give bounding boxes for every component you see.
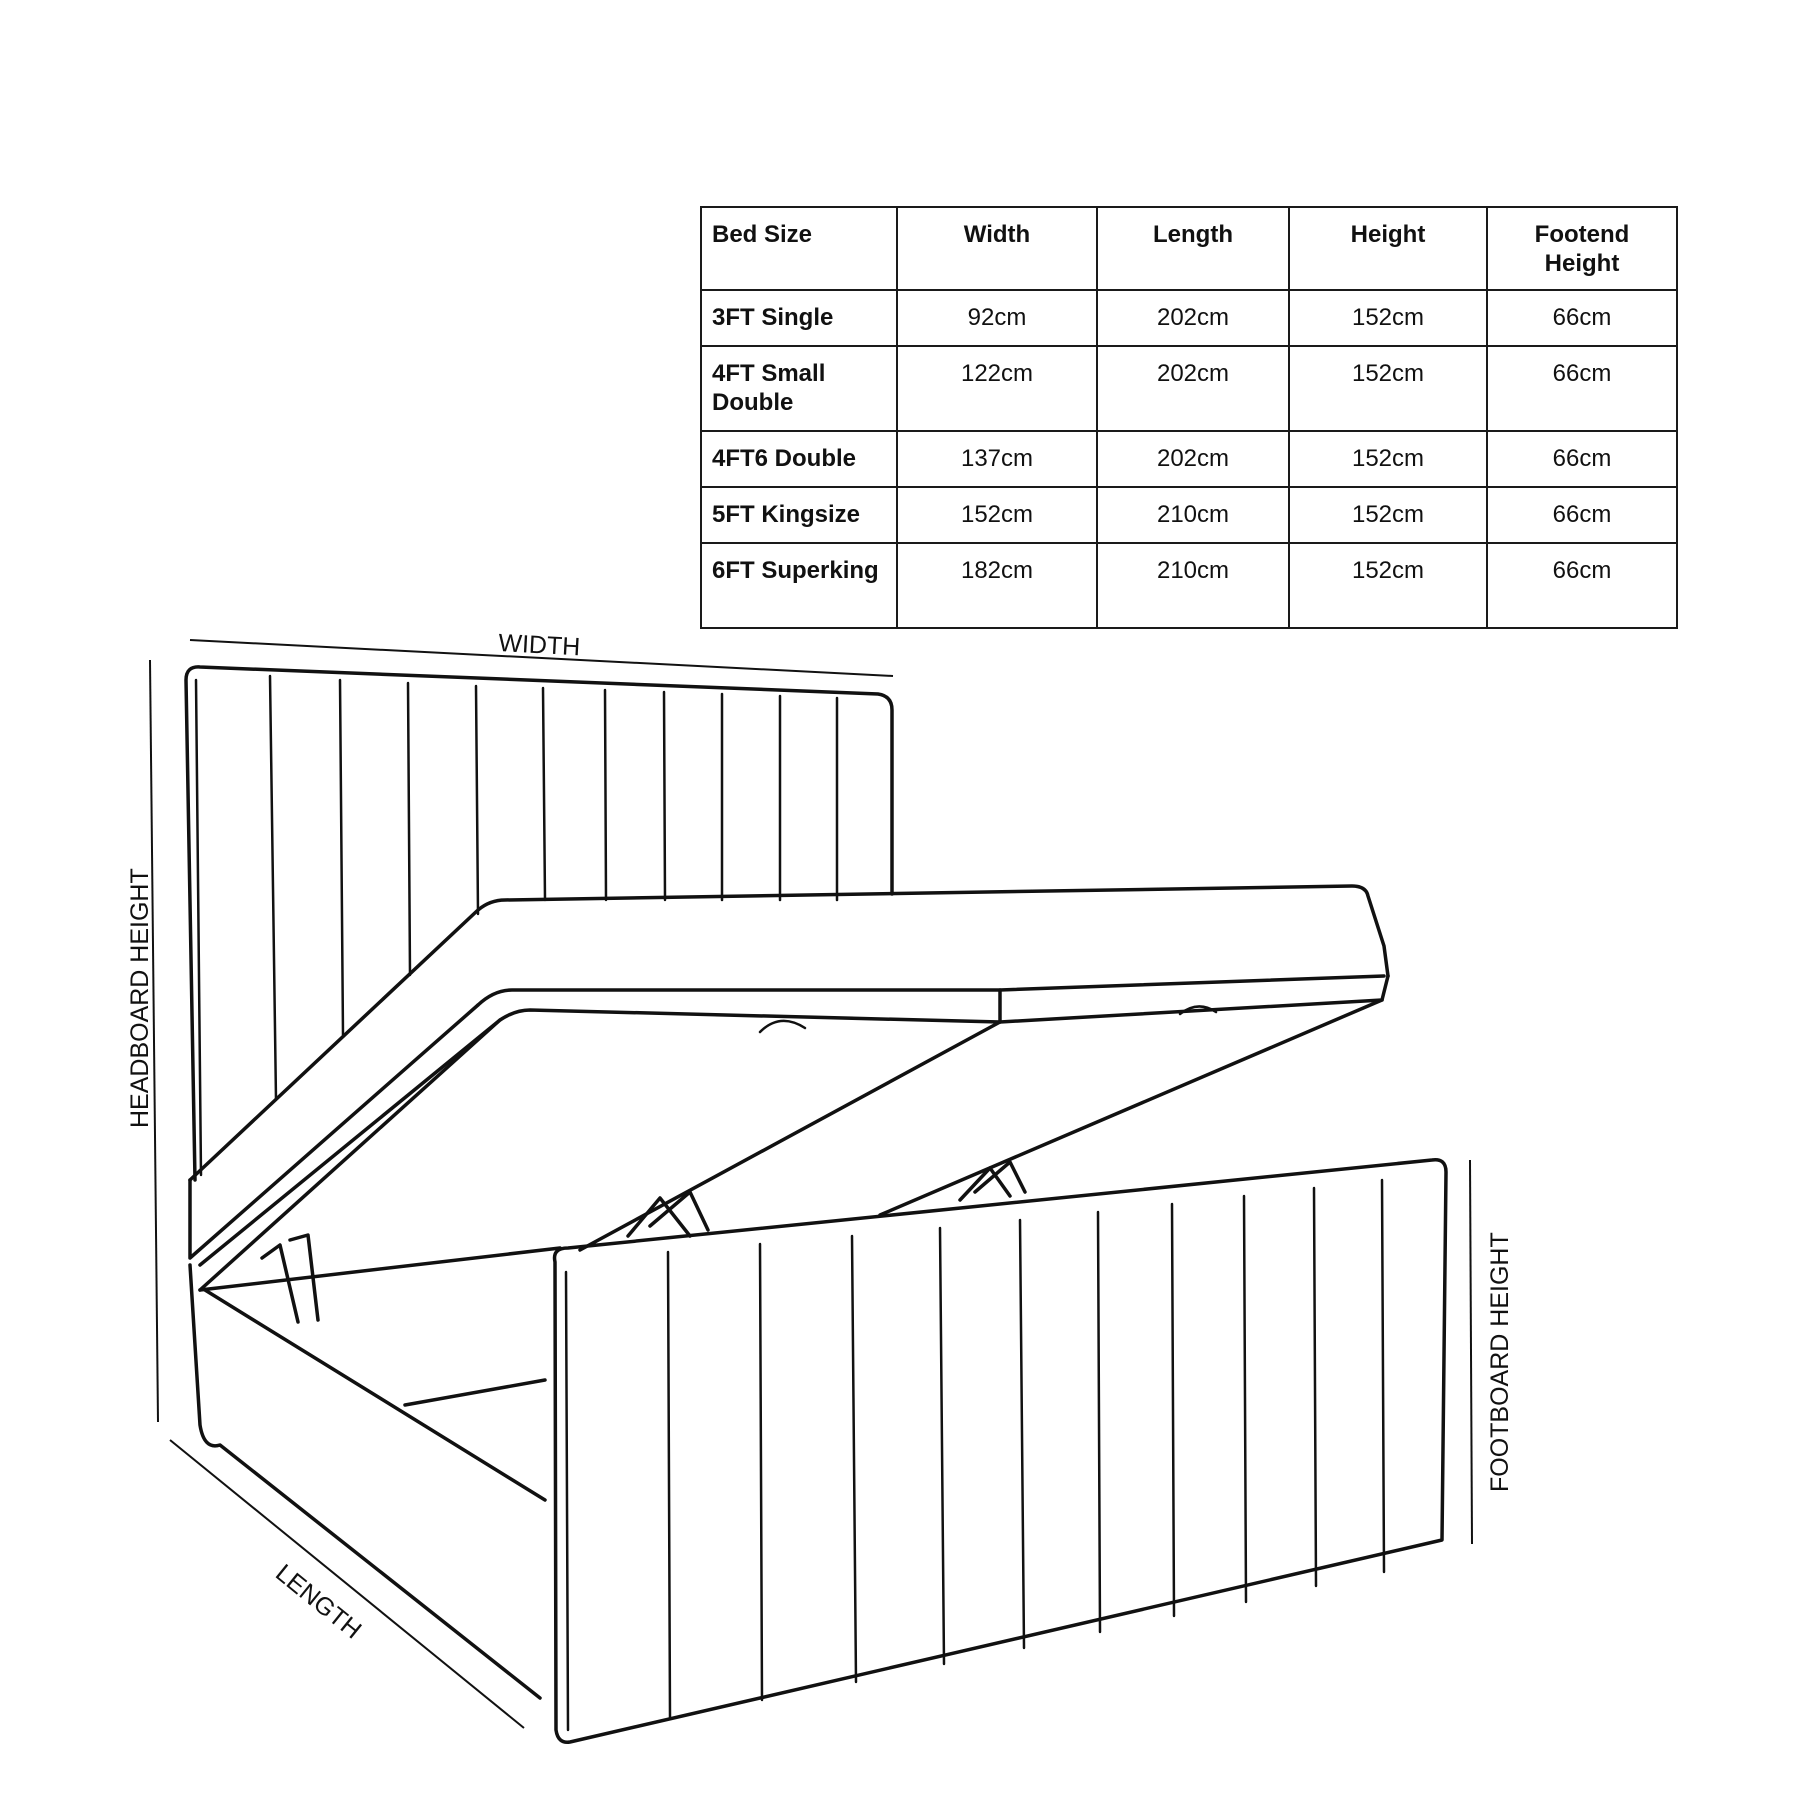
row-height: 152cm [1289,346,1487,431]
row-footend-height: 66cm [1487,543,1677,628]
row-height: 152cm [1289,487,1487,543]
row-width: 92cm [897,290,1097,346]
row-height: 152cm [1289,543,1487,628]
footboard-height-dimension-line [1470,1160,1472,1544]
length-label: LENGTH [270,1558,367,1645]
row-footend-height: 66cm [1487,346,1677,431]
headboard [186,667,892,1180]
row-footend-height: 66cm [1487,487,1677,543]
header-height: Height [1289,207,1487,290]
row-footend-height: 66cm [1487,431,1677,487]
footboard-height-label: FOOTBOARD HEIGHT [1486,1232,1514,1492]
length-dimension-line [170,1440,524,1728]
bed-base [190,1248,560,1698]
row-width: 122cm [897,346,1097,431]
row-bed-size: 6FT Superking [701,543,897,628]
row-width: 182cm [897,543,1097,628]
header-bed-size: Bed Size [701,207,897,290]
row-height: 152cm [1289,290,1487,346]
width-label: WIDTH [497,629,581,662]
row-bed-size: 4FT6 Double [701,431,897,487]
row-length: 202cm [1097,346,1289,431]
row-bed-size: 3FT Single [701,290,897,346]
row-length: 202cm [1097,290,1289,346]
header-length: Length [1097,207,1289,290]
row-length: 202cm [1097,431,1289,487]
header-width: Width [897,207,1097,290]
row-height: 152cm [1289,431,1487,487]
row-footend-height: 66cm [1487,290,1677,346]
header-footend-height: Footend Height [1487,207,1677,290]
footboard [555,1160,1446,1743]
row-bed-size: 4FT Small Double [701,346,897,431]
row-length: 210cm [1097,543,1289,628]
row-width: 152cm [897,487,1097,543]
headboard-height-label: HEADBOARD HEIGHT [126,868,154,1128]
row-width: 137cm [897,431,1097,487]
row-length: 210cm [1097,487,1289,543]
row-bed-size: 5FT Kingsize [701,487,897,543]
ottoman-lid [190,886,1388,1290]
headboard-channels [270,676,837,1100]
